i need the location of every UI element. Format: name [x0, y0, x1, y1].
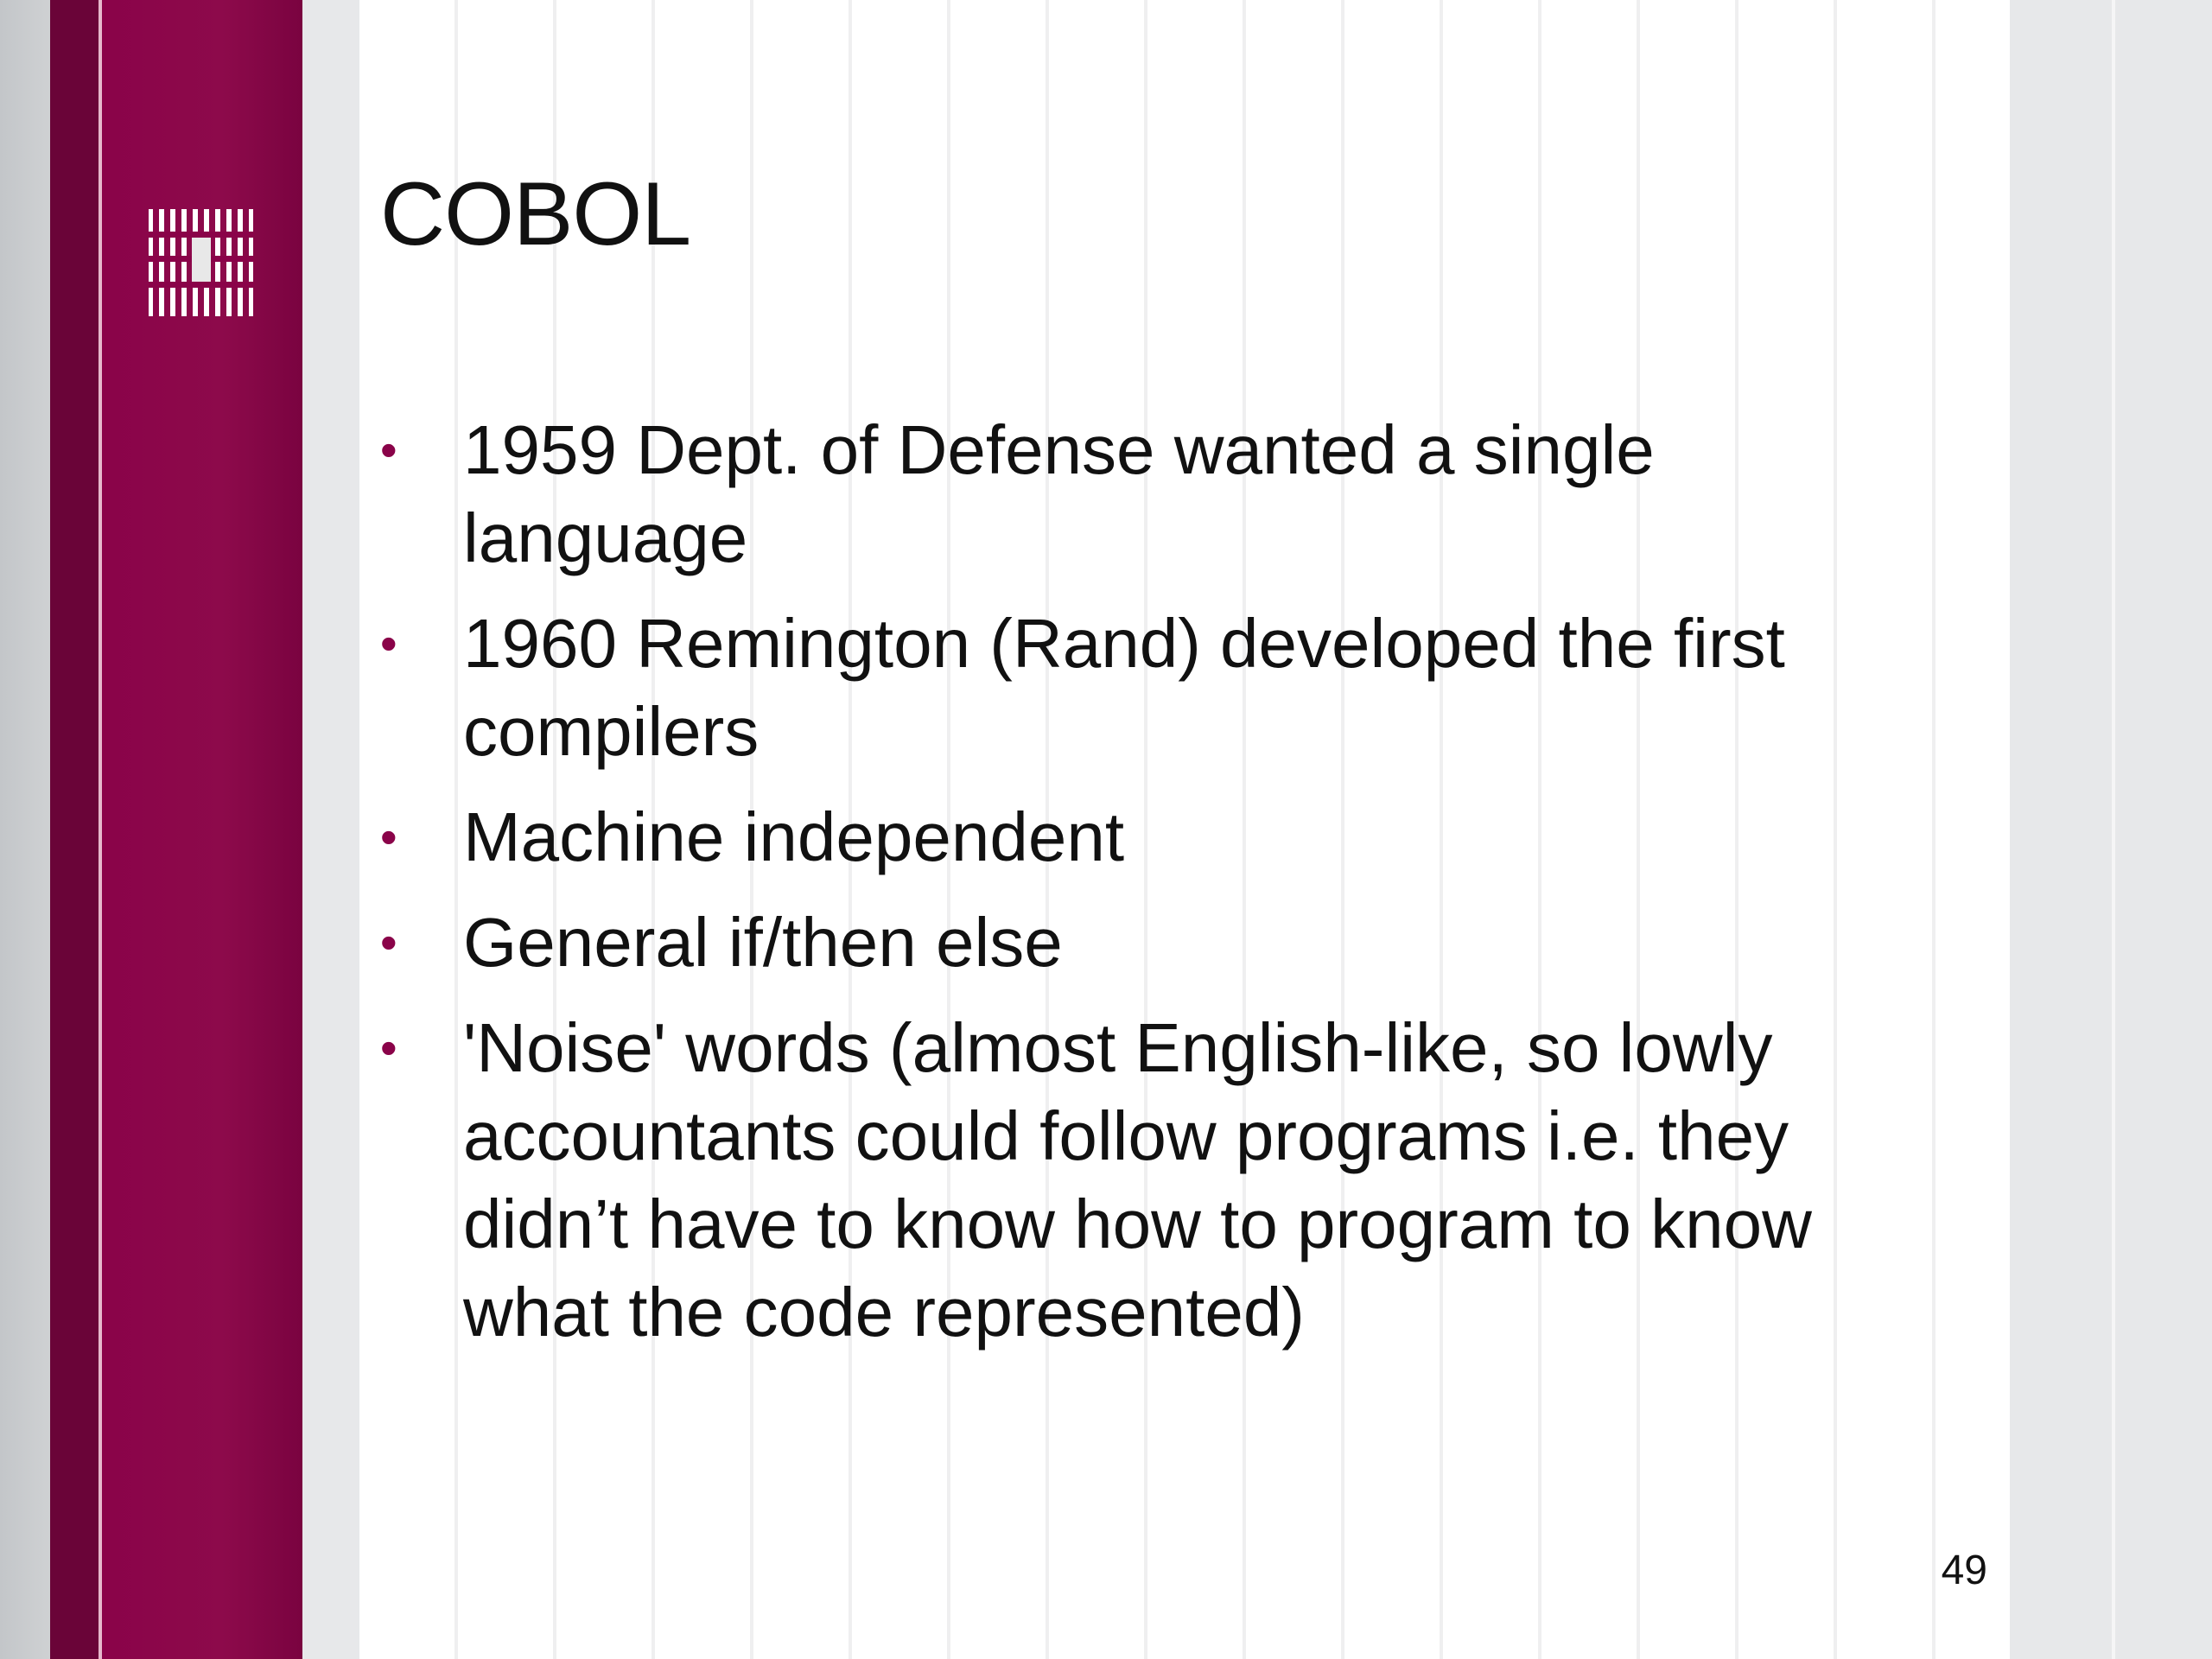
bullet-item [380, 1004, 1936, 1357]
slide-title: COBOL [380, 164, 691, 264]
bullet-dot: • [380, 423, 397, 477]
right-gray-edge [2010, 0, 2212, 1659]
bullet-dot: • [380, 1020, 397, 1075]
bullet-item [380, 899, 1936, 987]
bullet-item [380, 600, 1936, 776]
bullet-item [380, 793, 1936, 881]
bullet-text: 'Noise' words (almost English-like, so lowly accountants could follow programs i.e. they didn’t have to know how to program to know what the code represented) [463, 1009, 1812, 1351]
grid-logo-icon [149, 209, 254, 316]
bullet-item [380, 406, 1936, 582]
bullet-text: Machine independent [463, 798, 1125, 875]
band-gap [302, 0, 359, 1659]
left-dark-band [50, 0, 99, 1659]
bullet-text: 1960 Remington (Rand) developed the first compilers [463, 605, 1785, 770]
left-gray-edge [0, 0, 50, 1659]
bullet-dot: • [380, 616, 397, 671]
bullet-dot: • [380, 810, 397, 864]
page-number: 49 [1941, 1548, 1987, 1593]
bullet-list [380, 406, 1936, 1374]
bullet-dot: • [380, 915, 397, 969]
right-edge-line [2112, 0, 2115, 1659]
bullet-text: 1959 Dept. of Defense wanted a single language [463, 411, 1655, 576]
bullet-text: General if/then else [463, 904, 1063, 981]
